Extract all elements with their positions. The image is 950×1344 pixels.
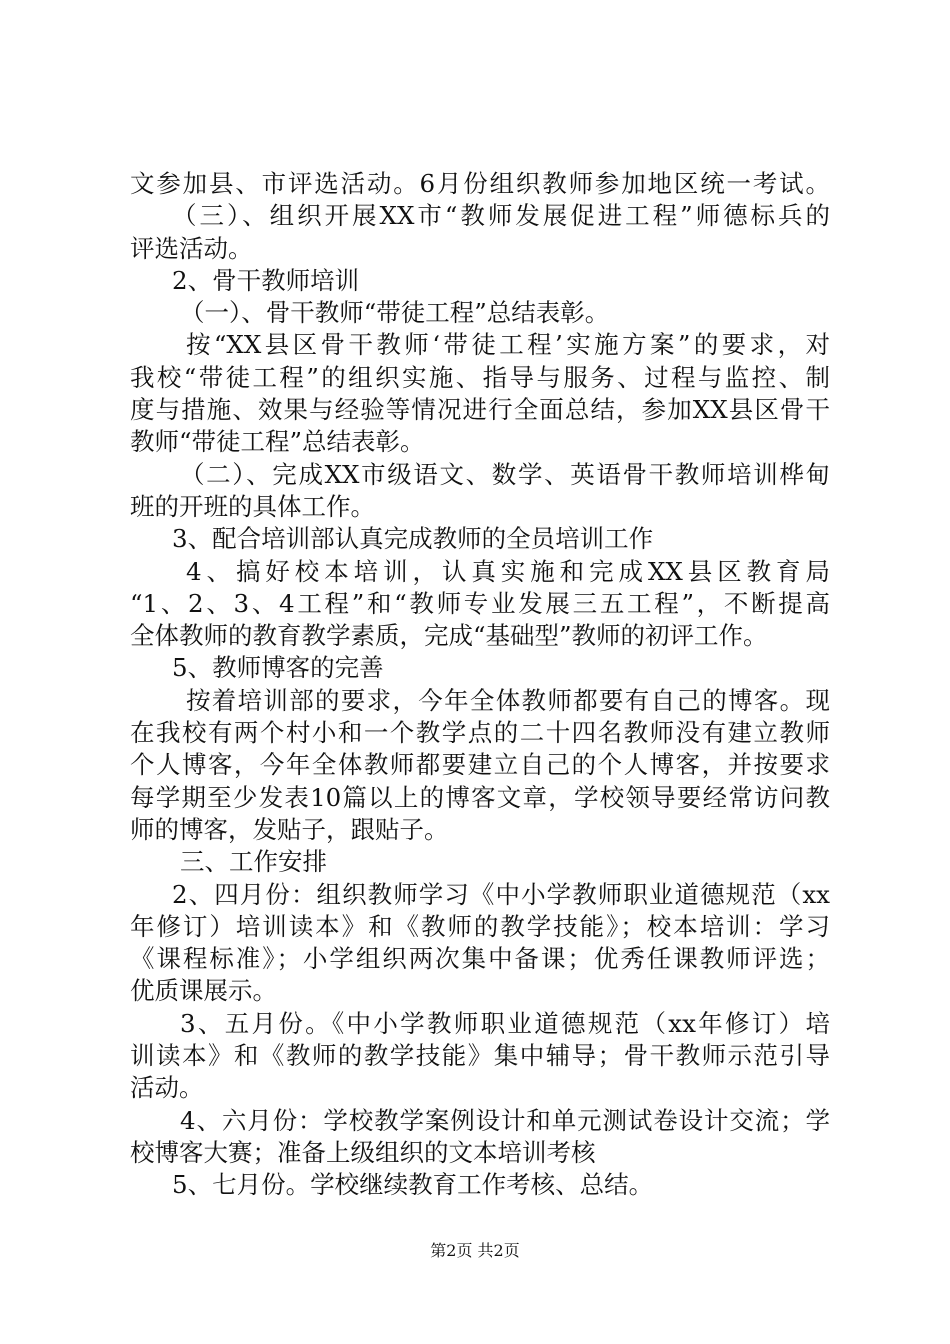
page-footer [0,1241,950,1261]
page-number-label: 第2页 共2页 [430,1241,520,1260]
text-line: 评选活动。 [130,233,253,263]
text-line: （三）、组织开展XX市“教师发展促进工程”师德标兵的 [172,201,830,231]
text-line: 训读本》和《教师的教学技能》集中辅导；骨干教师示范引导 [130,1041,830,1071]
text-line: 按“XX县区骨干教师‘带徒工程’实施方案”的要求，对 [186,330,830,360]
text-line: 年修订）培训读本》和《教师的教学技能》；校本培训：学习 [130,911,830,941]
section-heading: 三、工作安排 [180,847,327,877]
text-line: 优质课展示。 [130,976,277,1006]
text-line: “1、2、3、4工程”和“教师专业发展三五工程”，不断提高 [130,588,830,618]
section-heading: 5、教师博客的完善 [172,653,384,683]
text-line: 师的博客，发贴子，跟贴子。 [130,814,449,844]
text-line: 每学期至少发表10篇以上的博客文章，学校领导要经常访问教 [130,782,830,812]
text-line: 全体教师的教育教学素质，完成“基础型”教师的初评工作。 [130,621,768,651]
text-line: 按着培训部的要求，今年全体教师都要有自己的博客。现 [186,685,830,715]
text-line: （二）、完成XX市级语文、数学、英语骨干教师培训桦甸 [180,459,830,489]
text-line: 度与措施、效果与经验等情况进行全面总结，参加XX县区骨干 [130,395,830,425]
text-line: 4、搞好校本培训，认真实施和完成XX县区教育局 [186,556,830,586]
text-line: 4、六月份：学校教学案例设计和单元测试卷设计交流；学 [180,1105,830,1135]
text-line: 2、四月份：组织教师学习《中小学教师职业道德规范（xx [172,879,830,909]
document-body [130,168,830,1202]
section-heading: 2、骨干教师培训 [172,265,360,295]
text-line: 3、五月份。《中小学教师职业道德规范（xx年修订）培 [180,1008,830,1038]
text-line: 文参加县、市评选活动。6月份组织教师参加地区统一考试。 [130,169,830,198]
text-line: 《课程标准》；小学组织两次集中备课；优秀任课教师评选； [130,944,830,974]
text-line: 班的开班的具体工作。 [130,491,375,521]
text-line: 教师“带徒工程”总结表彰。 [130,427,425,457]
text-line: 在我校有两个村小和一个教学点的二十四名教师没有建立教师 [130,718,830,748]
text-line: 5、七月份。学校继续教育工作考核、总结。 [172,1170,654,1200]
section-heading: 3、配合培训部认真完成教师的全员培训工作 [172,524,654,554]
text-line: 个人博客，今年全体教师都要建立自己的个人博客，并按要求 [130,750,830,780]
text-line: 我校“带徒工程”的组织实施、指导与服务、过程与监控、制 [130,362,830,392]
text-line: 校博客大赛；准备上级组织的文本培训考核 [130,1137,596,1167]
subsection-heading: （一）、骨干教师“带徒工程”总结表彰。 [180,298,610,328]
text-line: 活动。 [130,1073,204,1103]
